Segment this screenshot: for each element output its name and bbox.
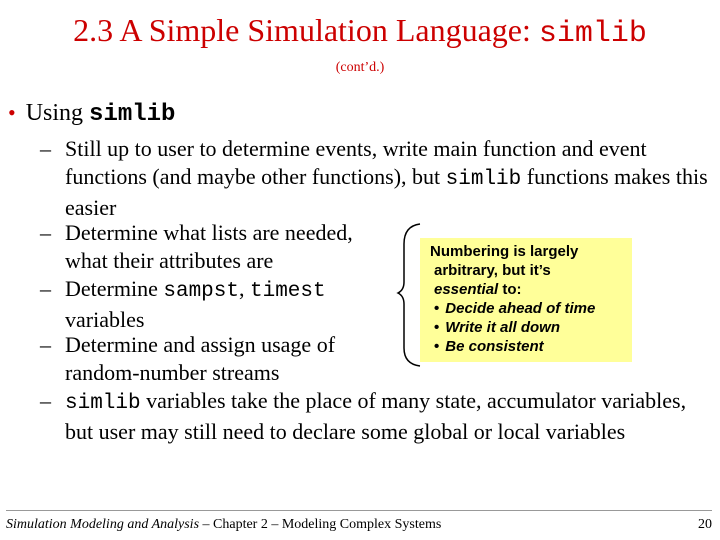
page-number: 20 bbox=[698, 517, 712, 532]
footer-chapter: – Chapter 2 – Modeling Complex Systems bbox=[199, 517, 442, 532]
sub-item-code: timest bbox=[249, 280, 326, 303]
dash: – bbox=[40, 220, 51, 245]
callout-emphasis: essential bbox=[434, 281, 499, 298]
footer-divider bbox=[6, 510, 712, 511]
sub-item-code: simlib bbox=[445, 168, 522, 191]
sub-item-text: variables bbox=[65, 307, 145, 332]
footer-caption bbox=[6, 517, 441, 533]
dash: – bbox=[40, 136, 51, 161]
sub-item-events bbox=[40, 135, 715, 222]
callout-line: Numbering is largely bbox=[430, 243, 579, 260]
sub-item-text: Determine bbox=[65, 276, 158, 301]
sub-item-lists bbox=[40, 219, 395, 275]
slide-title bbox=[0, 10, 720, 54]
callout-item: • Be consistent bbox=[434, 337, 626, 356]
sub-item-text: Still up to user to determine events, write main function and event functions (and maybe other functions), but bbox=[65, 136, 647, 189]
slide-subtitle: (cont’d.) bbox=[335, 60, 385, 75]
title-code: simlib bbox=[538, 17, 647, 51]
dash: – bbox=[40, 332, 51, 357]
numbering-callout bbox=[420, 238, 632, 362]
bullet-text: Using bbox=[25, 100, 84, 126]
sub-item-variables bbox=[40, 275, 395, 334]
footer-book-title: Simulation Modeling and Analysis bbox=[6, 517, 200, 532]
title-text: 2.3 A Simple Simulation Language: bbox=[73, 12, 531, 48]
sub-item-text: , bbox=[238, 276, 245, 301]
bullet-code: simlib bbox=[89, 101, 176, 128]
sub-item-code: sampst bbox=[163, 280, 239, 303]
callout-line bbox=[426, 280, 626, 299]
callout-text: to: bbox=[502, 281, 522, 298]
dash: – bbox=[40, 388, 51, 413]
sub-item-text: variables take the place of many state, accumulator variables, but user may still need to declare some global or local variables bbox=[65, 388, 687, 444]
bullet-dot: • bbox=[8, 100, 16, 125]
callout-list bbox=[426, 299, 626, 356]
sub-item-simlib-variables bbox=[40, 387, 715, 446]
callout-item: • Decide ahead of time bbox=[434, 299, 626, 318]
callout-item: • Write it all down bbox=[434, 318, 626, 337]
sub-item-streams bbox=[40, 331, 395, 387]
sub-item-code: simlib bbox=[65, 392, 141, 415]
sub-item-text: Determine and assign usage of random-number streams bbox=[65, 332, 336, 385]
left-brace bbox=[398, 224, 420, 366]
main-bullet bbox=[8, 98, 175, 130]
dash: – bbox=[40, 276, 51, 301]
callout-line: arbitrary, but it’s bbox=[434, 262, 551, 279]
sub-item-text: Determine what lists are needed, what their attributes are bbox=[65, 220, 353, 273]
sub-item-text: functions makes this easier bbox=[65, 164, 708, 220]
